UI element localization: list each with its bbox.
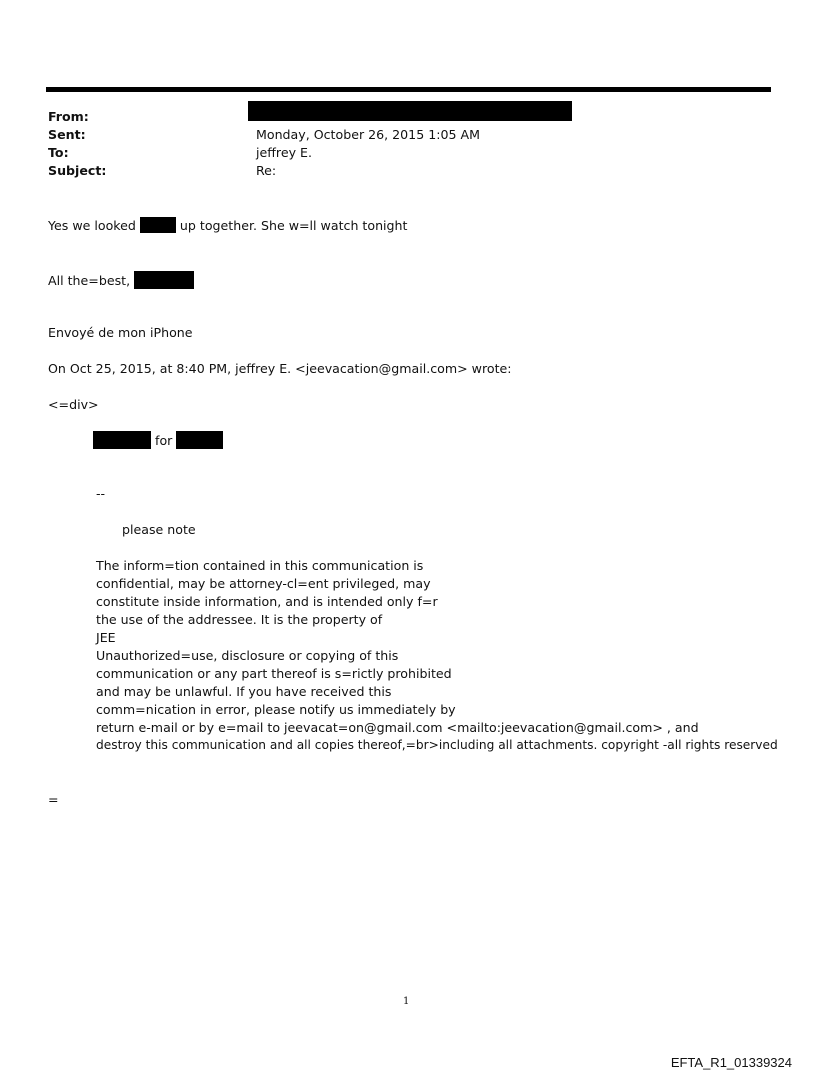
redaction-box	[176, 431, 223, 449]
to-value: jeffrey E.	[256, 145, 312, 160]
disclaimer-line: the use of the addressee. It is the property of	[96, 612, 383, 627]
disclaimer-line: The inform=tion contained in this communication is	[96, 558, 424, 573]
redaction-box	[134, 271, 194, 289]
disclaimer-line: return e-mail or by e=mail to jeevacat=on@gmail.com <mailto:jeevacation@gmail.com> , and	[96, 720, 699, 735]
div-tag-text: <=div>	[48, 397, 99, 412]
signoff-line	[48, 271, 194, 289]
to-label: To:	[48, 145, 69, 160]
redaction-box	[140, 217, 176, 233]
sent-value: Monday, October 26, 2015 1:05 AM	[256, 127, 480, 142]
from-label: From:	[48, 109, 89, 124]
disclaimer-line: Unauthorized=use, disclosure or copying of this	[96, 648, 399, 663]
body-line-1-start: Yes we looked	[48, 218, 136, 233]
redaction-box	[93, 431, 151, 449]
disclaimer-line: communication or any part thereof is s=rictly prohibited	[96, 666, 452, 681]
sent-from-iphone: Envoyé de mon iPhone	[48, 325, 193, 340]
for-word: for	[155, 433, 173, 448]
subject-label: Subject:	[48, 163, 107, 178]
subject-value: Re:	[256, 163, 277, 178]
disclaimer-line: JEE	[96, 630, 116, 645]
signoff-text: All the=best,	[48, 273, 131, 288]
disclaimer-line: and may be unlawful. If you have received this	[96, 684, 392, 699]
sent-label: Sent:	[48, 127, 86, 142]
body-line-1-end: up together. She w=ll watch tonight	[179, 218, 408, 233]
header-rule	[46, 87, 771, 92]
quoted-line	[93, 431, 223, 449]
signature-dashes: --	[96, 486, 106, 501]
page-number: 1	[403, 996, 410, 1007]
disclaimer-line: confidential, may be attorney-cl=ent privileged, may	[96, 576, 431, 591]
bates-number: EFTA_R1_01339324	[670, 1055, 792, 1070]
disclaimer-line: comm=nication in error, please notify us immediately by	[96, 702, 456, 717]
disclaimer-line: constitute inside information, and is intended only f=r	[96, 594, 438, 609]
quote-intro: On Oct 25, 2015, at 8:40 PM, jeffrey E. <jeevacation@gmail.com> wrote:	[48, 361, 512, 376]
trailing-equals: =	[48, 792, 59, 807]
redacted-from	[248, 101, 572, 121]
disclaimer-line: destroy this communication and all copies thereof,=br>including all attachments. copyright -all rights reserved	[96, 738, 778, 752]
please-note: please note	[122, 522, 196, 537]
body-line-1	[48, 217, 407, 233]
